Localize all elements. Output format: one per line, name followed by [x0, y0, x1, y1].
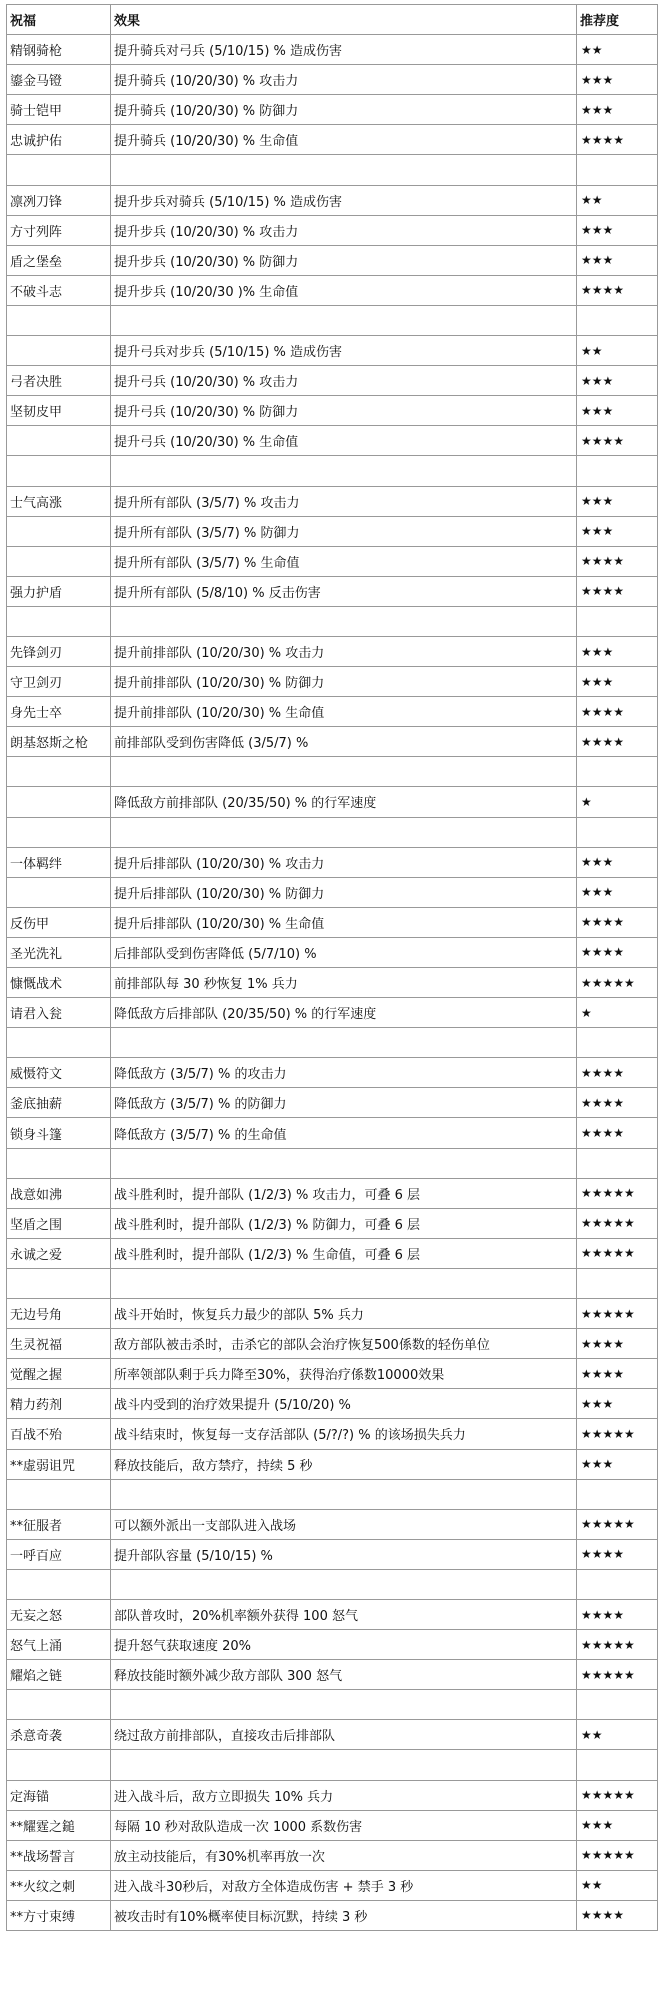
- effect-cell: 提升所有部队 (5/8/10) % 反击伤害: [111, 576, 577, 606]
- effect-cell: 降低敌方 (3/5/7) % 的生命值: [111, 1118, 577, 1148]
- blessing-name-cell: [7, 1690, 111, 1720]
- table-row: [7, 396, 658, 426]
- effect-cell: 战斗内受到的治疗效果提升 (5/10/20) %: [111, 1389, 577, 1419]
- blessing-name-cell: 坚盾之围: [7, 1208, 111, 1238]
- effect-cell: [111, 1028, 577, 1058]
- rating-stars-cell: ★★★★: [577, 125, 658, 155]
- blessing-name-cell: [7, 546, 111, 576]
- blessing-name-cell: 无妄之怒: [7, 1599, 111, 1629]
- effect-cell: 前排部队受到伤害降低 (3/5/7) %: [111, 727, 577, 757]
- rating-stars-cell: ★★: [577, 1720, 658, 1750]
- effect-cell: 战斗胜利时，提升部队 (1/2/3) % 生命值，可叠 6 层: [111, 1238, 577, 1268]
- table-row: [7, 1900, 658, 1930]
- effect-cell: 提升所有部队 (3/5/7) % 生命值: [111, 546, 577, 576]
- table-row: [7, 35, 658, 65]
- blessing-name-cell: 身先士卒: [7, 697, 111, 727]
- blessing-name-cell: 精力药剂: [7, 1389, 111, 1419]
- blessing-name-cell: 请君入瓮: [7, 998, 111, 1028]
- rating-stars-cell: ★★★★: [577, 1539, 658, 1569]
- blessing-name-cell: [7, 1479, 111, 1509]
- table-row: [7, 275, 658, 305]
- table-row: [7, 1479, 658, 1509]
- rating-stars-cell: ★★★★★: [577, 1178, 658, 1208]
- table-row: [7, 727, 658, 757]
- effect-cell: [111, 606, 577, 636]
- blessing-name-cell: 慷慨战术: [7, 968, 111, 998]
- rating-stars-cell: ★★★: [577, 516, 658, 546]
- blessing-name-cell: [7, 1148, 111, 1178]
- table-row: [7, 576, 658, 606]
- table-row: [7, 1840, 658, 1870]
- blessing-name-cell: 强力护盾: [7, 576, 111, 606]
- table-row: [7, 937, 658, 967]
- table-header-row: [7, 5, 658, 35]
- blessing-name-cell: [7, 305, 111, 335]
- blessing-name-cell: 觉醒之握: [7, 1359, 111, 1389]
- blessing-name-cell: 威慑符文: [7, 1058, 111, 1088]
- table-row: [7, 185, 658, 215]
- table-row: [7, 1058, 658, 1088]
- blessing-name-cell: 不破斗志: [7, 275, 111, 305]
- effect-cell: 提升部队容量 (5/10/15) %: [111, 1539, 577, 1569]
- effect-cell: 提升前排部队 (10/20/30) % 攻击力: [111, 636, 577, 666]
- blessing-name-cell: 锁身斗篷: [7, 1118, 111, 1148]
- blessing-name-cell: **耀霆之鎚: [7, 1810, 111, 1840]
- table-row: [7, 305, 658, 335]
- blessing-name-cell: [7, 426, 111, 456]
- rating-stars-cell: ★★★★★: [577, 1299, 658, 1329]
- rating-stars-cell: ★★★: [577, 1449, 658, 1479]
- rating-stars-cell: ★★★: [577, 1389, 658, 1419]
- table-row: [7, 1419, 658, 1449]
- effect-cell: 提升步兵 (10/20/30) % 攻击力: [111, 215, 577, 245]
- effect-cell: 降低敌方 (3/5/7) % 的防御力: [111, 1088, 577, 1118]
- effect-cell: [111, 1148, 577, 1178]
- table-row: [7, 125, 658, 155]
- effect-cell: 提升骑兵 (10/20/30) % 攻击力: [111, 65, 577, 95]
- blessing-name-cell: **战场誓言: [7, 1840, 111, 1870]
- rating-stars-cell: ★★★★★: [577, 1660, 658, 1690]
- rating-stars-cell: ★★★★: [577, 907, 658, 937]
- rating-stars-cell: ★★★: [577, 847, 658, 877]
- blessings-table: [6, 4, 658, 1931]
- effect-cell: 提升所有部队 (3/5/7) % 防御力: [111, 516, 577, 546]
- blessing-name-cell: [7, 1569, 111, 1599]
- rating-stars-cell: ★★★★: [577, 576, 658, 606]
- effect-cell: 提升骑兵 (10/20/30) % 生命值: [111, 125, 577, 155]
- effect-cell: 可以额外派出一支部队进入战场: [111, 1509, 577, 1539]
- rating-stars-cell: ★★★★: [577, 1359, 658, 1389]
- rating-stars-cell: [577, 1750, 658, 1780]
- blessing-name-cell: 忠诚护佑: [7, 125, 111, 155]
- table-row: [7, 155, 658, 185]
- rating-stars-cell: ★★: [577, 35, 658, 65]
- blessing-name-cell: [7, 817, 111, 847]
- table-row: [7, 1660, 658, 1690]
- table-row: [7, 546, 658, 576]
- table-row: [7, 336, 658, 366]
- table-row: [7, 1810, 658, 1840]
- table-row: [7, 1118, 658, 1148]
- table-row: [7, 245, 658, 275]
- effect-cell: 释放技能时额外减少敌方部队 300 怒气: [111, 1660, 577, 1690]
- rating-stars-cell: ★★★★: [577, 1118, 658, 1148]
- rating-stars-cell: ★★★★: [577, 1900, 658, 1930]
- effect-cell: 提升骑兵 (10/20/30) % 防御力: [111, 95, 577, 125]
- column-header-rating: 推荐度: [577, 5, 658, 35]
- table-row: [7, 606, 658, 636]
- table-row: [7, 1599, 658, 1629]
- blessing-name-cell: 坚韧皮甲: [7, 396, 111, 426]
- rating-stars-cell: ★★★: [577, 1810, 658, 1840]
- blessing-name-cell: 先锋剑刃: [7, 636, 111, 666]
- table-row: [7, 65, 658, 95]
- table-row: [7, 1268, 658, 1298]
- table-row: [7, 757, 658, 787]
- rating-stars-cell: [577, 305, 658, 335]
- blessing-name-cell: [7, 1028, 111, 1058]
- table-row: [7, 1750, 658, 1780]
- effect-cell: 战斗开始时，恢复兵力最少的部队 5% 兵力: [111, 1299, 577, 1329]
- table-row: [7, 1299, 658, 1329]
- blessing-name-cell: **火纹之刺: [7, 1870, 111, 1900]
- blessing-name-cell: 精钢骑枪: [7, 35, 111, 65]
- effect-cell: 提升怒气获取速度 20%: [111, 1630, 577, 1660]
- table-row: [7, 697, 658, 727]
- table-row: [7, 1148, 658, 1178]
- blessing-name-cell: 生灵祝福: [7, 1329, 111, 1359]
- table-row: [7, 95, 658, 125]
- rating-stars-cell: ★★★★★: [577, 1840, 658, 1870]
- rating-stars-cell: ★★: [577, 336, 658, 366]
- table-row: [7, 1720, 658, 1750]
- effect-cell: 所率领部队剩于兵力降至30%，获得治疗係数10000效果: [111, 1359, 577, 1389]
- effect-cell: 提升步兵 (10/20/30) % 防御力: [111, 245, 577, 275]
- blessing-name-cell: 士气高涨: [7, 486, 111, 516]
- effect-cell: 部队普攻时，20%机率额外获得 100 怒气: [111, 1599, 577, 1629]
- rating-stars-cell: ★★★: [577, 65, 658, 95]
- effect-cell: [111, 1479, 577, 1509]
- column-header-effect: 效果: [111, 5, 577, 35]
- table-row: [7, 847, 658, 877]
- rating-stars-cell: [577, 1148, 658, 1178]
- rating-stars-cell: ★★★: [577, 396, 658, 426]
- rating-stars-cell: [577, 1690, 658, 1720]
- table-row: [7, 1028, 658, 1058]
- blessing-name-cell: [7, 606, 111, 636]
- blessing-name-cell: 釜底抽薪: [7, 1088, 111, 1118]
- rating-stars-cell: ★★★★: [577, 546, 658, 576]
- blessing-name-cell: [7, 877, 111, 907]
- blessing-name-cell: [7, 787, 111, 817]
- rating-stars-cell: ★★★: [577, 245, 658, 275]
- table-row: [7, 1088, 658, 1118]
- effect-cell: [111, 1750, 577, 1780]
- table-row: [7, 426, 658, 456]
- table-row: [7, 998, 658, 1028]
- rating-stars-cell: [577, 1479, 658, 1509]
- effect-cell: 提升骑兵对弓兵 (5/10/15) % 造成伤害: [111, 35, 577, 65]
- effect-cell: [111, 1690, 577, 1720]
- table-row: [7, 907, 658, 937]
- effect-cell: 提升后排部队 (10/20/30) % 防御力: [111, 877, 577, 907]
- effect-cell: 放主动技能后，有30%机率再放一次: [111, 1840, 577, 1870]
- table-row: [7, 516, 658, 546]
- effect-cell: 释放技能后，敌方禁疗，持续 5 秒: [111, 1449, 577, 1479]
- blessing-name-cell: [7, 757, 111, 787]
- rating-stars-cell: ★★★★: [577, 697, 658, 727]
- table-row: [7, 1238, 658, 1268]
- blessing-name-cell: 骑士铠甲: [7, 95, 111, 125]
- table-row: [7, 366, 658, 396]
- rating-stars-cell: ★★★: [577, 366, 658, 396]
- effect-cell: 提升弓兵 (10/20/30) % 攻击力: [111, 366, 577, 396]
- rating-stars-cell: ★★★★★: [577, 1630, 658, 1660]
- blessing-name-cell: 反伤甲: [7, 907, 111, 937]
- effect-cell: [111, 305, 577, 335]
- table-row: [7, 1780, 658, 1810]
- rating-stars-cell: ★★★★: [577, 275, 658, 305]
- table-row: [7, 1569, 658, 1599]
- blessing-name-cell: 永诚之爱: [7, 1238, 111, 1268]
- effect-cell: 提升后排部队 (10/20/30) % 攻击力: [111, 847, 577, 877]
- rating-stars-cell: ★★★: [577, 215, 658, 245]
- blessing-name-cell: 战意如沸: [7, 1178, 111, 1208]
- table-row: [7, 1509, 658, 1539]
- effect-cell: 战斗胜利时，提升部队 (1/2/3) % 攻击力，可叠 6 层: [111, 1178, 577, 1208]
- blessing-name-cell: 朗基怒斯之枪: [7, 727, 111, 757]
- blessing-name-cell: 圣光洗礼: [7, 937, 111, 967]
- rating-stars-cell: ★: [577, 998, 658, 1028]
- table-row: [7, 456, 658, 486]
- rating-stars-cell: ★★: [577, 1870, 658, 1900]
- effect-cell: 提升弓兵 (10/20/30) % 防御力: [111, 396, 577, 426]
- effect-cell: 降低敌方后排部队 (20/35/50) % 的行军速度: [111, 998, 577, 1028]
- rating-stars-cell: ★★★★: [577, 1599, 658, 1629]
- rating-stars-cell: ★: [577, 787, 658, 817]
- blessing-name-cell: [7, 336, 111, 366]
- effect-cell: 提升所有部队 (3/5/7) % 攻击力: [111, 486, 577, 516]
- blessing-name-cell: 弓者决胜: [7, 366, 111, 396]
- rating-stars-cell: [577, 757, 658, 787]
- table-row: [7, 817, 658, 847]
- effect-cell: [111, 155, 577, 185]
- rating-stars-cell: [577, 1569, 658, 1599]
- blessing-name-cell: 一呼百应: [7, 1539, 111, 1569]
- effect-cell: 每隔 10 秒对敌队造成一次 1000 系数伤害: [111, 1810, 577, 1840]
- table-row: [7, 636, 658, 666]
- effect-cell: 进入战斗后，敌方立即损失 10% 兵力: [111, 1780, 577, 1810]
- rating-stars-cell: [577, 456, 658, 486]
- effect-cell: 提升弓兵 (10/20/30) % 生命值: [111, 426, 577, 456]
- rating-stars-cell: [577, 606, 658, 636]
- column-header-blessing: 祝福: [7, 5, 111, 35]
- rating-stars-cell: ★★★: [577, 95, 658, 125]
- rating-stars-cell: ★★★★: [577, 937, 658, 967]
- rating-stars-cell: ★★★: [577, 877, 658, 907]
- effect-cell: 提升步兵 (10/20/30 )% 生命值: [111, 275, 577, 305]
- table-row: [7, 1449, 658, 1479]
- table-row: [7, 968, 658, 998]
- table-row: [7, 1208, 658, 1238]
- blessing-name-cell: 鎏金马镫: [7, 65, 111, 95]
- table-row: [7, 1539, 658, 1569]
- blessing-name-cell: 一体羁绊: [7, 847, 111, 877]
- blessing-name-cell: 怒气上涌: [7, 1630, 111, 1660]
- effect-cell: 提升步兵对骑兵 (5/10/15) % 造成伤害: [111, 185, 577, 215]
- rating-stars-cell: ★★★★★: [577, 968, 658, 998]
- rating-stars-cell: ★★★: [577, 486, 658, 516]
- effect-cell: 降低敌方前排部队 (20/35/50) % 的行军速度: [111, 787, 577, 817]
- blessing-name-cell: 杀意奇袭: [7, 1720, 111, 1750]
- blessing-name-cell: [7, 1268, 111, 1298]
- table-row: [7, 877, 658, 907]
- blessing-name-cell: 无边号角: [7, 1299, 111, 1329]
- effect-cell: 提升后排部队 (10/20/30) % 生命值: [111, 907, 577, 937]
- rating-stars-cell: ★★★★★: [577, 1780, 658, 1810]
- rating-stars-cell: ★★★★★: [577, 1238, 658, 1268]
- rating-stars-cell: ★★★★★: [577, 1419, 658, 1449]
- blessing-name-cell: 百战不殆: [7, 1419, 111, 1449]
- effect-cell: 绕过敌方前排部队，直接攻击后排部队: [111, 1720, 577, 1750]
- effect-cell: 提升前排部队 (10/20/30) % 防御力: [111, 667, 577, 697]
- effect-cell: 提升前排部队 (10/20/30) % 生命值: [111, 697, 577, 727]
- rating-stars-cell: [577, 1268, 658, 1298]
- effect-cell: [111, 757, 577, 787]
- rating-stars-cell: ★★★★★: [577, 1208, 658, 1238]
- table-row: [7, 1630, 658, 1660]
- rating-stars-cell: ★★★★: [577, 1058, 658, 1088]
- rating-stars-cell: ★★★★★: [577, 1509, 658, 1539]
- blessing-name-cell: [7, 456, 111, 486]
- effect-cell: 进入战斗30秒后，对敌方全体造成伤害 + 禁手 3 秒: [111, 1870, 577, 1900]
- effect-cell: 提升弓兵对步兵 (5/10/15) % 造成伤害: [111, 336, 577, 366]
- table-row: [7, 1690, 658, 1720]
- blessing-name-cell: 盾之堡垒: [7, 245, 111, 275]
- table-row: [7, 1389, 658, 1419]
- blessing-name-cell: 守卫剑刃: [7, 667, 111, 697]
- table-row: [7, 215, 658, 245]
- table-row: [7, 1359, 658, 1389]
- blessing-name-cell: [7, 516, 111, 546]
- rating-stars-cell: ★★★★: [577, 1329, 658, 1359]
- effect-cell: 战斗胜利时，提升部队 (1/2/3) % 防御力，可叠 6 层: [111, 1208, 577, 1238]
- blessing-name-cell: 定海锚: [7, 1780, 111, 1810]
- table-row: [7, 1870, 658, 1900]
- effect-cell: [111, 817, 577, 847]
- table-row: [7, 1178, 658, 1208]
- rating-stars-cell: ★★: [577, 185, 658, 215]
- effect-cell: 降低敌方 (3/5/7) % 的攻击力: [111, 1058, 577, 1088]
- rating-stars-cell: ★★★: [577, 667, 658, 697]
- effect-cell: 战斗结束时，恢复每一支存活部队 (5/?/?) % 的该场损失兵力: [111, 1419, 577, 1449]
- effect-cell: 敌方部队被击杀时，击杀它的部队会治疗恢复500係数的轻伤单位: [111, 1329, 577, 1359]
- rating-stars-cell: [577, 155, 658, 185]
- rating-stars-cell: [577, 817, 658, 847]
- blessing-name-cell: 耀焰之链: [7, 1660, 111, 1690]
- table-row: [7, 486, 658, 516]
- blessing-name-cell: **方寸束缚: [7, 1900, 111, 1930]
- rating-stars-cell: ★★★★: [577, 727, 658, 757]
- effect-cell: 被攻击时有10%概率使目标沉默，持续 3 秒: [111, 1900, 577, 1930]
- rating-stars-cell: [577, 1028, 658, 1058]
- effect-cell: 后排部队受到伤害降低 (5/7/10) %: [111, 937, 577, 967]
- effect-cell: [111, 456, 577, 486]
- blessing-name-cell: **征服者: [7, 1509, 111, 1539]
- table-row: [7, 667, 658, 697]
- table-body: [7, 35, 658, 1931]
- blessing-name-cell: [7, 1750, 111, 1780]
- effect-cell: 前排部队每 30 秒恢复 1% 兵力: [111, 968, 577, 998]
- blessing-name-cell: [7, 155, 111, 185]
- rating-stars-cell: ★★★: [577, 636, 658, 666]
- blessing-name-cell: 凛冽刀锋: [7, 185, 111, 215]
- rating-stars-cell: ★★★★: [577, 1088, 658, 1118]
- table-row: [7, 787, 658, 817]
- table-row: [7, 1329, 658, 1359]
- effect-cell: [111, 1268, 577, 1298]
- blessing-name-cell: 方寸列阵: [7, 215, 111, 245]
- blessing-name-cell: **虚弱诅咒: [7, 1449, 111, 1479]
- rating-stars-cell: ★★★★: [577, 426, 658, 456]
- effect-cell: [111, 1569, 577, 1599]
